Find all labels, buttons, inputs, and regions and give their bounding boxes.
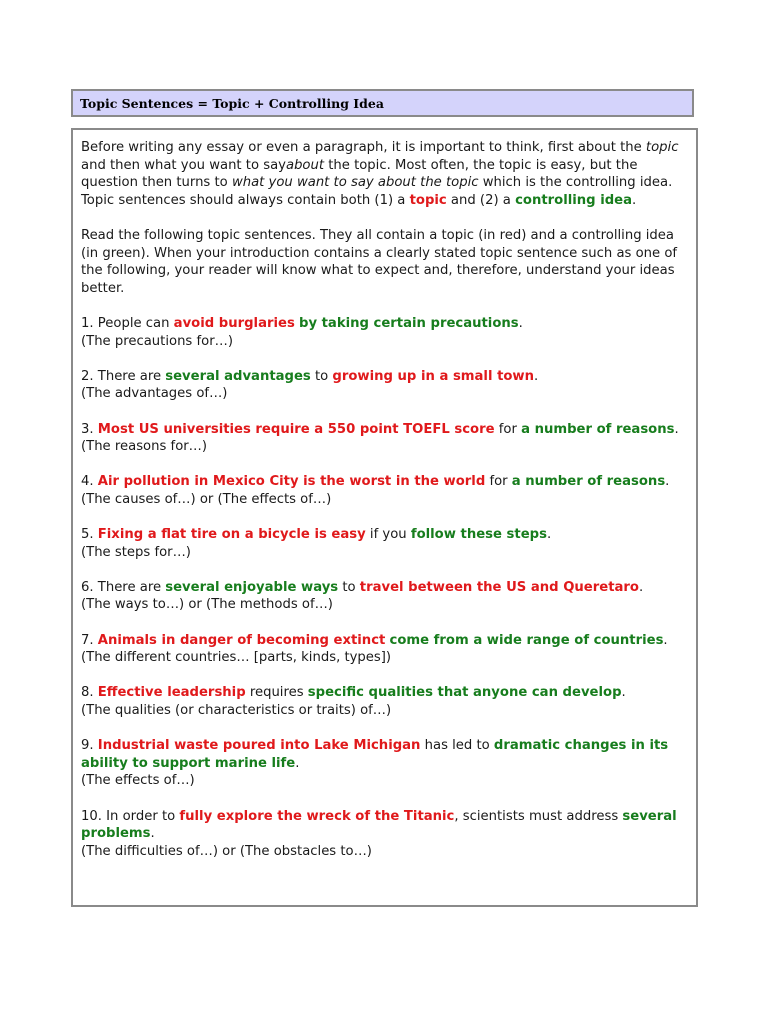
controlling-idea-phrase: dramatic changes in its ability to support marine life (81, 738, 669, 771)
title-box (71, 89, 694, 117)
example-item (81, 473, 688, 508)
example-item (81, 421, 688, 456)
example-number: 2. (81, 368, 98, 384)
sentence-text: . (295, 755, 300, 771)
sentence-text: . (150, 826, 155, 842)
intro-italic-about: about (285, 157, 325, 173)
topic-phrase: Most US universities require a 550 point TOEFL score (97, 421, 495, 437)
example-sentence (81, 808, 688, 843)
sentence-text: . (621, 685, 626, 701)
sentence-text: . (534, 368, 539, 384)
topic-word: topic (409, 192, 447, 208)
example-sentence (81, 368, 688, 386)
example-hint: (The different countries… [parts, kinds, types]) (81, 650, 392, 666)
sentence-text: . (546, 527, 552, 543)
sentence-text: requires (245, 685, 308, 701)
example-item (81, 632, 688, 667)
example-sentence (81, 579, 688, 597)
intro-text-5: and (2) a (446, 192, 516, 208)
topic-phrase: Fixing a flat tire on a bicycle is easy (97, 527, 366, 543)
topic-phrase: Animals in danger of becoming extinct (97, 632, 386, 648)
topic-phrase: avoid burglaries (173, 315, 295, 331)
controlling-idea-phrase: several enjoyable ways (165, 579, 339, 595)
example-item (81, 579, 688, 614)
example-item (81, 526, 688, 561)
intro-text-6: . (632, 192, 637, 208)
example-number: 5. (81, 527, 98, 543)
example-hint: (The precautions for…) (81, 333, 233, 349)
controlling-idea-phrase: by taking certain precautions (299, 315, 519, 331)
sentence-text: . (665, 474, 670, 490)
intro-text-3: the topic. Most often, the topic is easy, but the question then turns to (81, 157, 638, 191)
topic-phrase: travel between the US and Queretaro (359, 579, 639, 595)
example-sentence (81, 421, 688, 439)
example-number: 9. (81, 738, 98, 754)
examples-list (81, 315, 688, 860)
example-hint: (The qualities (or characteristics or traits) of…) (81, 703, 392, 718)
intro-text-4: which is the controlling idea. Topic sentences should always contain both (1) a (81, 175, 673, 208)
sentence-text: . (663, 632, 668, 648)
example-number: 4. (81, 474, 98, 490)
example-hint: (The advantages of…) (81, 386, 228, 402)
content-box (71, 128, 698, 907)
topic-phrase: Industrial waste poured into Lake Michigan (97, 738, 421, 754)
example-item (81, 737, 688, 790)
example-item (81, 808, 688, 861)
sentence-text: , scientists must address (454, 808, 623, 824)
topic-phrase: fully explore the wreck of the Titanic (179, 808, 455, 824)
intro-text-1: Before writing any essay or even a paragraph, it is important to think, first about the (81, 140, 646, 155)
sentence-text: . (518, 315, 523, 331)
topic-phrase: growing up in a small town (332, 368, 534, 384)
example-hint: (The causes of…) or (The effects of…) (81, 491, 332, 507)
example-item (81, 368, 688, 403)
example-number: 1. (81, 315, 98, 331)
example-sentence (81, 737, 688, 772)
controlling-idea-phrase: a number of reasons (521, 421, 675, 437)
example-hint: (The difficulties of…) or (The obstacles to…) (81, 843, 372, 859)
example-number: 3. (81, 421, 98, 437)
intro-paragraph-2: Read the following topic sentences. They all contain a topic (in red) and a controlling idea (in green). When your introduction contains a clearly stated topic sentence such as one of the following, your reader will know what to expect and, therefore, understand your ideas better. (81, 227, 678, 296)
controlling-idea-phrase: follow these steps (410, 527, 547, 543)
example-number: 6. (81, 579, 98, 595)
sentence-text: . (674, 421, 679, 437)
sentence-text: . (638, 579, 644, 595)
example-sentence (81, 315, 688, 333)
controlling-idea-phrase: come from a wide range of countries (389, 632, 664, 648)
intro-paragraph-1 (81, 139, 688, 209)
sentence-text: for (494, 421, 522, 437)
sentence-text: There are (97, 579, 166, 595)
sentence-text: In order to (106, 808, 180, 824)
example-sentence (81, 684, 688, 702)
sentence-text: has led to (420, 738, 494, 754)
sentence-text: if you (365, 527, 411, 543)
example-hint: (The effects of…) (81, 773, 195, 789)
sentence-text: People can (97, 315, 174, 331)
topic-phrase: Air pollution in Mexico City is the worst in the world (97, 474, 486, 490)
controlling-idea-word: controlling idea (515, 192, 632, 208)
controlling-idea-phrase: several advantages (165, 368, 311, 384)
sentence-text: for (485, 474, 512, 490)
intro-italic-say: what you want to say about the topic (231, 175, 479, 191)
controlling-idea-phrase: specific qualities that anyone can develop (307, 685, 622, 701)
example-sentence (81, 526, 688, 544)
example-sentence (81, 473, 688, 491)
example-item (81, 315, 688, 350)
example-hint: (The ways to…) or (The methods of…) (81, 597, 333, 613)
intro-text-2: and then what you want to say (81, 157, 286, 173)
example-hint: (The reasons for…) (81, 439, 208, 455)
example-sentence (81, 632, 688, 650)
intro-italic-topic: topic (645, 140, 679, 155)
controlling-idea-phrase: a number of reasons (511, 474, 666, 490)
page-title: Topic Sentences = Topic + Controlling Idea (80, 95, 384, 111)
example-number: 7. (81, 632, 98, 648)
example-number: 10. (81, 808, 107, 824)
topic-phrase: Effective leadership (97, 685, 246, 701)
example-number: 8. (81, 685, 98, 701)
controlling-idea-phrase: several problems (81, 808, 677, 842)
example-hint: (The steps for…) (81, 544, 191, 560)
sentence-text: to (310, 368, 333, 384)
sentence-text: to (338, 579, 360, 595)
sentence-text: There are (97, 368, 166, 384)
example-item (81, 684, 688, 719)
